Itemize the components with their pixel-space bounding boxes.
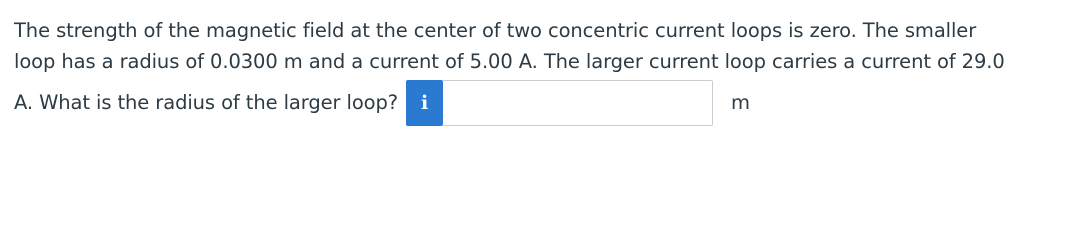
answer-input[interactable] bbox=[443, 80, 713, 126]
answer-row bbox=[406, 80, 750, 126]
question-line-1: The strength of the magnetic field at the center of two concentric current loops is zero. The smaller bbox=[14, 19, 977, 42]
question-text bbox=[14, 16, 1076, 127]
question-line-3: A. What is the radius of the larger loop? bbox=[14, 90, 399, 114]
info-glyph: i bbox=[420, 91, 429, 114]
unit-label: m bbox=[731, 90, 750, 114]
info-icon[interactable] bbox=[406, 80, 443, 126]
question-line-2: loop has a radius of 0.0300 m and a current of 5.00 A. The larger current loop carries a current of 29.0 bbox=[14, 49, 1005, 73]
question-line-3-row bbox=[14, 79, 1076, 127]
